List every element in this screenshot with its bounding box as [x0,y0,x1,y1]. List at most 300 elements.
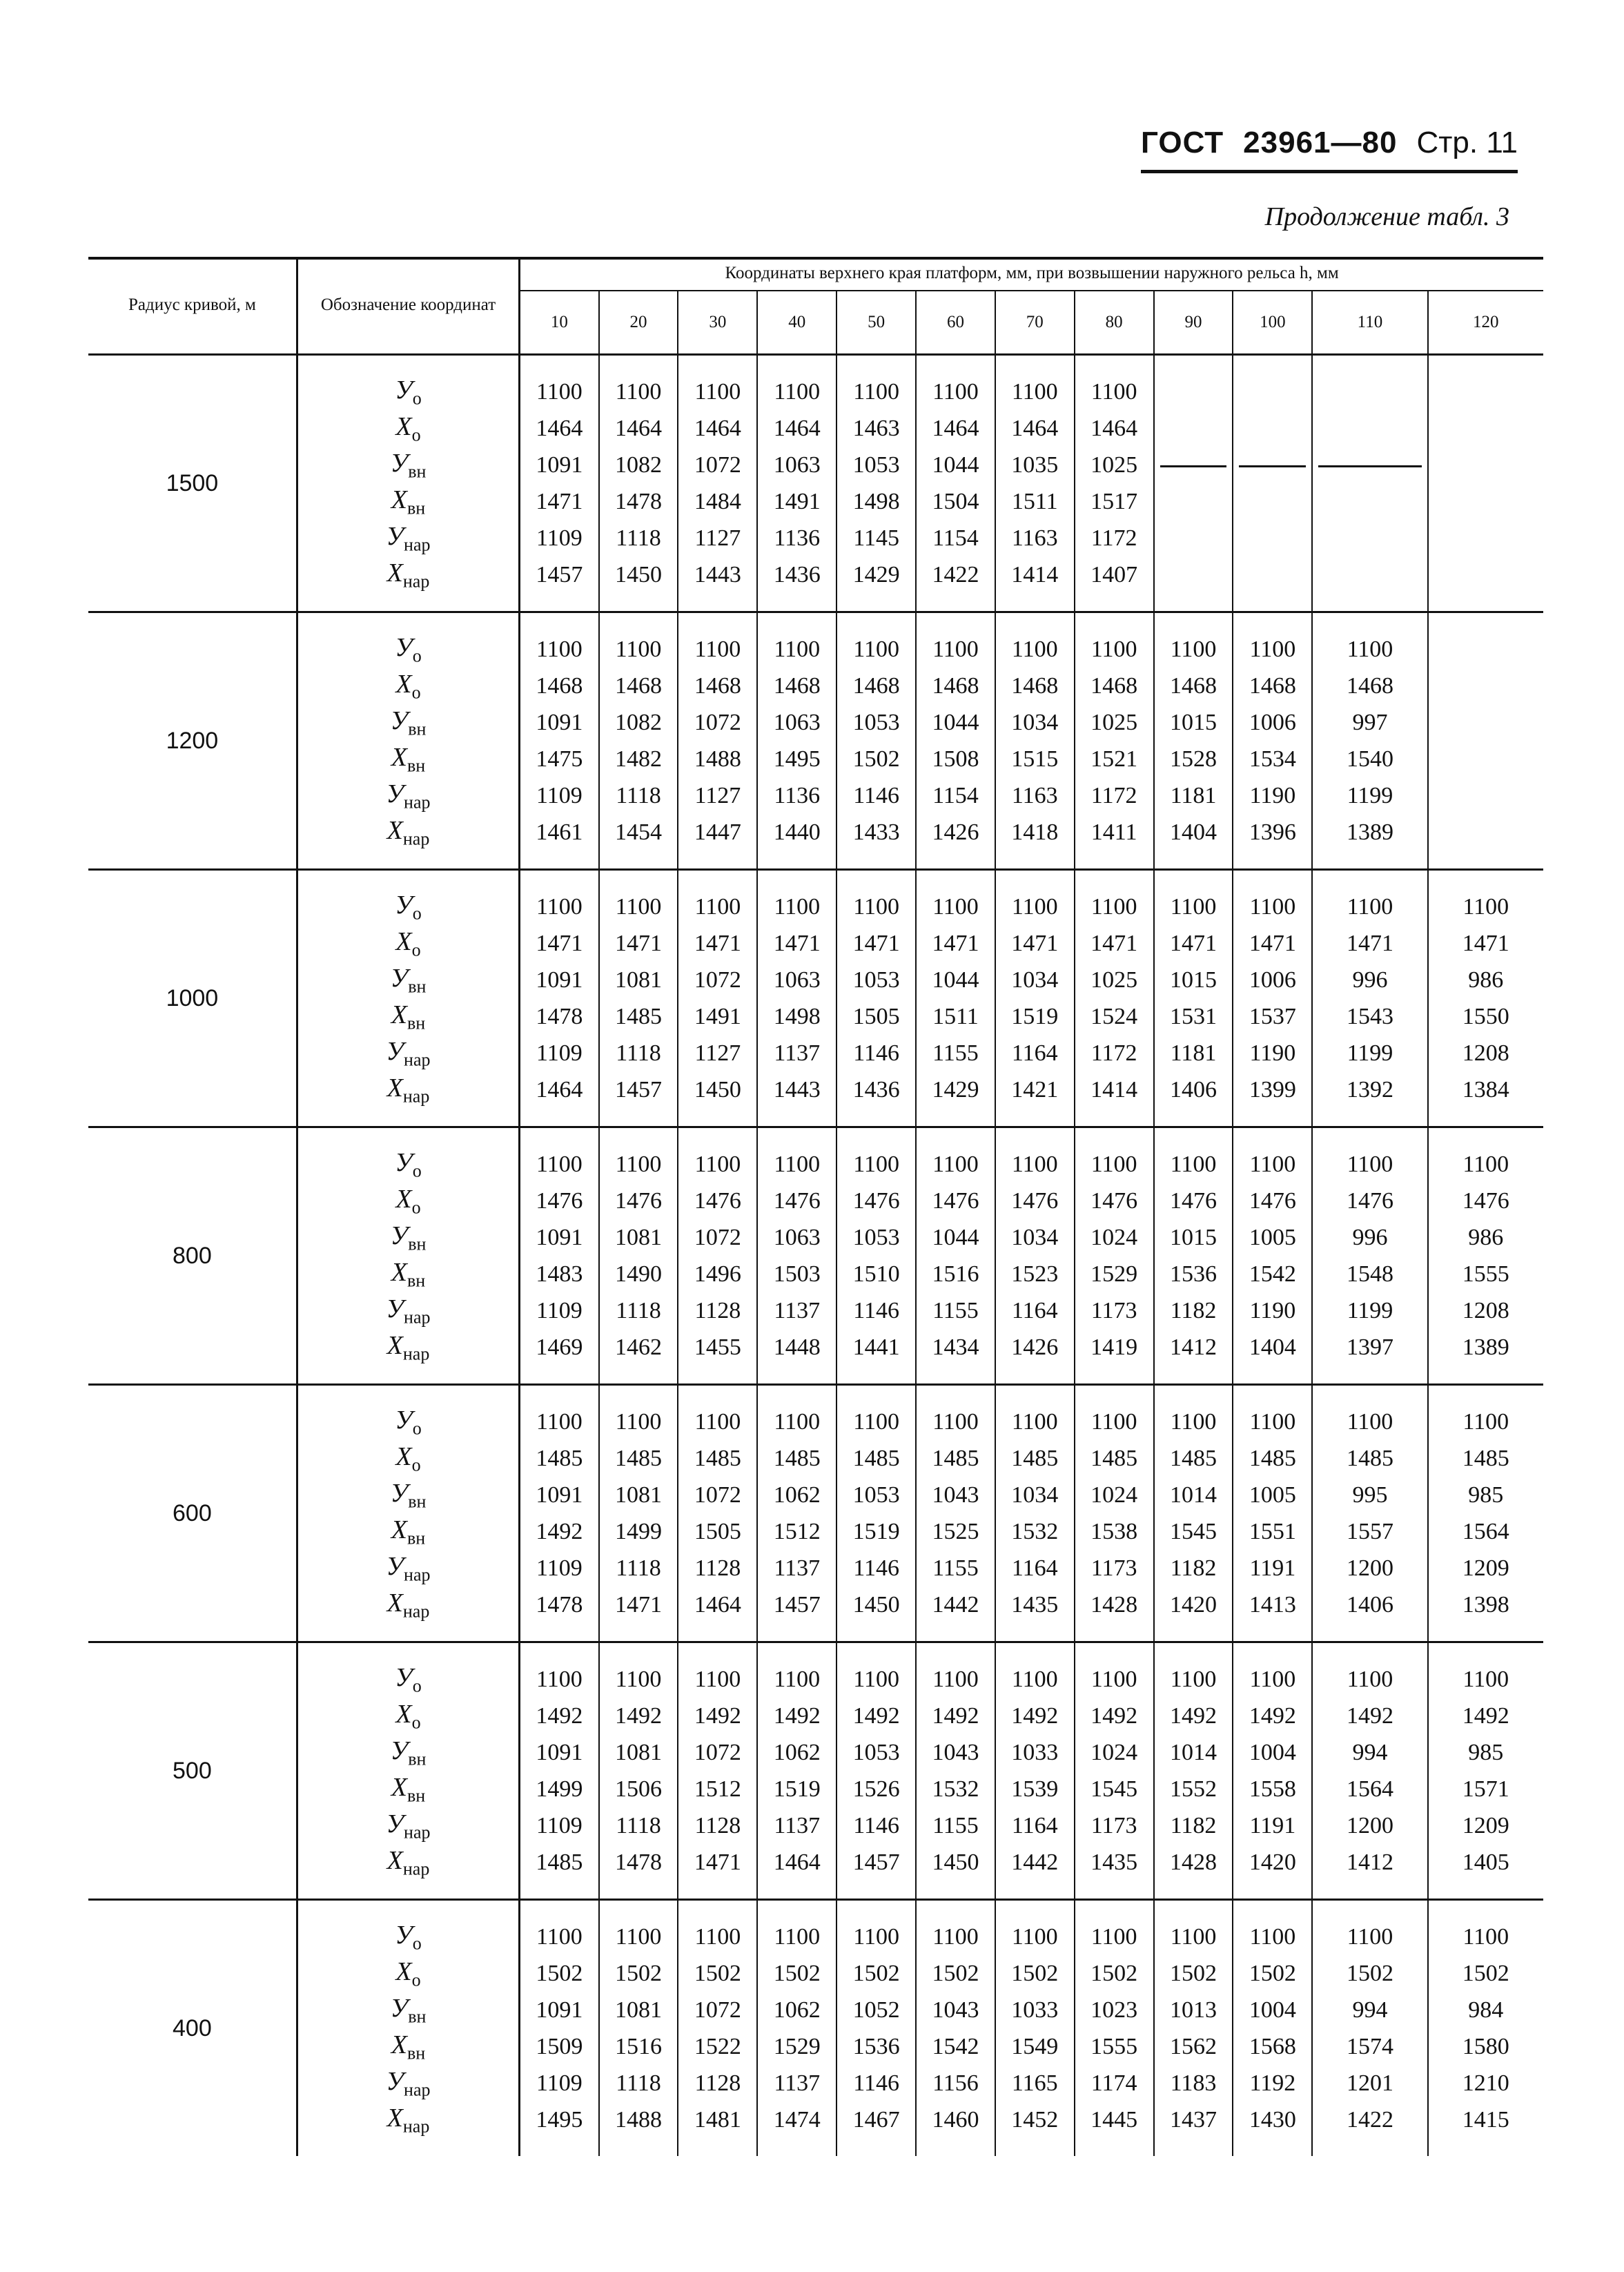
table-cell: 1471 [837,925,916,962]
table-cell: 1100 [599,1146,678,1183]
table-cell: 1457 [757,1586,837,1623]
table-cell: 1100 [678,1404,757,1440]
table-cell: 1462 [599,1329,678,1366]
table-cell: 1429 [916,1071,995,1108]
table-cell: 1109 [520,777,599,814]
table-cell: 1052 [837,1992,916,2028]
table-cell: 1128 [678,1292,757,1329]
h-value-header: 70 [995,291,1075,355]
table-cell: 1471 [757,925,837,962]
group-separator [88,355,1543,374]
table-cell: 1081 [599,1992,678,2028]
table-cell: 1146 [837,2065,916,2101]
table-cell: 1469 [520,1329,599,1366]
table-cell: 1044 [916,704,995,741]
table-cell: 1478 [520,1586,599,1623]
page-number: Стр. 11 [1416,126,1518,159]
table-cell: 1488 [678,741,757,777]
table-cell: 1006 [1233,962,1312,998]
table-cell: 1457 [599,1071,678,1108]
table-cell: 1464 [520,1071,599,1108]
table-cell: 1522 [678,2028,757,2065]
table-cell: 1509 [520,2028,599,2065]
table-cell: 1053 [837,962,916,998]
table-cell: 1495 [520,2101,599,2138]
coordinates-table [88,257,1543,2156]
table-cell: 1435 [995,1586,1075,1623]
table-cell: 1100 [599,889,678,925]
table-cell: 1100 [916,373,995,410]
table-cell: 1538 [1075,1513,1154,1550]
group-separator [88,1642,1543,1662]
table-cell: 1525 [916,1513,995,1550]
table-cell: 1450 [599,556,678,593]
table-cell: 1492 [995,1698,1075,1734]
table-cell: 1033 [995,1992,1075,2028]
table-cell: 1503 [757,1256,837,1292]
table-cell: 1155 [916,1550,995,1586]
table-cell: 1406 [1154,1071,1233,1108]
table-cell: 1136 [757,777,837,814]
h-value-header: 10 [520,291,599,355]
table-cell [1428,631,1543,668]
table-row [88,1513,1543,1550]
table-cell: 1155 [916,1807,995,1844]
table-cell: 1025 [1075,704,1154,741]
coordinate-symbol: $X_{нар}$ [297,1844,519,1881]
gost-label: ГОСТ [1141,126,1224,159]
table-cell: 996 [1312,962,1427,998]
coordinate-symbol: $У_{нар}$ [297,777,519,814]
table-cell: 1053 [837,1219,916,1256]
table-cell: 1485 [1075,1440,1154,1477]
table-cell: 1100 [520,1404,599,1440]
table-cell: 1118 [599,1807,678,1844]
table-cell: 1155 [916,1035,995,1071]
table-cell: 1478 [520,998,599,1035]
table-cell: 1523 [995,1256,1075,1292]
table-cell: 1100 [757,1919,837,1955]
table-cell: 1468 [1075,668,1154,704]
table-cell: 985 [1468,1739,1504,1765]
table-cell: 1173 [1075,1550,1154,1586]
table-cell: 1398 [1462,1591,1509,1618]
table-cell: 996 [1312,1219,1427,1256]
table-cell: 1182 [1154,1807,1233,1844]
coordinate-symbol: $У_о$ [297,1404,519,1440]
table-cell: 1397 [1312,1329,1427,1366]
table-row [88,373,1543,410]
table-cell: 1505 [837,998,916,1035]
table-cell: 1440 [757,814,837,851]
table-cell: 1551 [1233,1513,1312,1550]
coordinate-symbol: $X_о$ [297,1440,519,1477]
table-cell: 1100 [1154,889,1233,925]
table-body [88,355,1543,2157]
table-cell: 1468 [1312,668,1427,704]
table-cell: 1515 [995,741,1075,777]
coordinate-symbol: $У_о$ [297,1661,519,1698]
table-cell: 1485 [1462,1445,1509,1471]
table-cell: 1457 [520,556,599,593]
table-cell: 1100 [678,631,757,668]
table-cell: 1445 [1075,2101,1154,2138]
table-row [88,1146,1543,1183]
table-row [88,1586,1543,1623]
table-cell: 1100 [599,1404,678,1440]
table-cell: 1384 [1462,1076,1509,1103]
table-cell: 1004 [1233,1992,1312,2028]
table-cell: 1100 [1154,631,1233,668]
table-cell: 1091 [520,1734,599,1771]
table-cell: 1478 [599,483,678,520]
radius-value: 800 [88,1127,297,1385]
table-cell: 1190 [1233,1292,1312,1329]
table-cell: 1100 [757,1404,837,1440]
table-cell: 1529 [757,2028,837,2065]
table-cell: 1492 [837,1698,916,1734]
table-cell: 1396 [1233,814,1312,851]
table-cell: 1452 [995,2101,1075,2138]
table-cell: 1492 [1233,1698,1312,1734]
table-cell: 1468 [837,668,916,704]
coordinate-symbol: $X_{нар}$ [297,1586,519,1623]
table-cell: 1389 [1312,814,1427,851]
table-cell: 1471 [678,925,757,962]
group-bottom-pad [88,1366,1543,1385]
coordinate-symbol: $У_о$ [297,1919,519,1955]
table-cell: 1539 [995,1771,1075,1807]
table-cell: 1100 [1075,889,1154,925]
table-cell: 1545 [1075,1771,1154,1807]
table-cell: 1199 [1312,1292,1427,1329]
table-cell: 1498 [757,998,837,1035]
table-cell: 1044 [916,447,995,483]
table-cell: 1053 [837,1477,916,1513]
table-cell: 1100 [1312,1146,1427,1183]
table-cell: 1128 [678,1807,757,1844]
table-cell [1312,520,1427,556]
table-cell: 1549 [995,2028,1075,2065]
table-cell: 1428 [1154,1844,1233,1881]
table-cell: 1100 [1154,1404,1233,1440]
table-cell: 1491 [757,483,837,520]
table-cell: 1545 [1154,1513,1233,1550]
table-cell: 1192 [1233,2065,1312,2101]
table-cell: 1471 [1154,925,1233,962]
table-cell: 1502 [1075,1955,1154,1992]
table-cell: 1519 [837,1513,916,1550]
table-row [88,1955,1543,1992]
table-cell: 1536 [837,2028,916,2065]
table-cell: 1468 [599,668,678,704]
table-cell: 1100 [678,1661,757,1698]
table-row [88,631,1543,668]
table-cell: 1536 [1154,1256,1233,1292]
table-cell: 1136 [757,520,837,556]
table-cell: 1429 [837,556,916,593]
table-row [88,1329,1543,1366]
table-cell: 1137 [757,1292,837,1329]
table-cell: 1495 [757,741,837,777]
coordinate-symbol: $У_{вн}$ [297,1992,519,2028]
coordinate-symbol: $У_{вн}$ [297,962,519,998]
table-row [88,1661,1543,1698]
table-cell: 1072 [678,1477,757,1513]
h-value-header: 80 [1075,291,1154,355]
coordinate-symbol: $X_{вн}$ [297,1513,519,1550]
table-cell: 1164 [995,1035,1075,1071]
table-cell: 1441 [837,1329,916,1366]
table-cell: 1476 [837,1183,916,1219]
table-cell: 1434 [916,1329,995,1366]
coordinate-symbol: $X_{нар}$ [297,1329,519,1366]
table-cell: 1485 [916,1440,995,1477]
table-cell: 1502 [1233,1955,1312,1992]
coordinate-symbol: $У_{вн}$ [297,1219,519,1256]
table-cell: 1485 [837,1440,916,1477]
table-cell: 1100 [520,631,599,668]
table-cell: 1517 [1075,483,1154,520]
table-cell: 1529 [1075,1256,1154,1292]
table-cell: 1043 [916,1477,995,1513]
table-row [88,2065,1543,2101]
group-separator [88,1385,1543,1404]
table-cell [1154,410,1233,447]
table-cell: 1414 [1075,1071,1154,1108]
table-cell: 1199 [1312,1035,1427,1071]
table-cell: 1502 [599,1955,678,1992]
table-cell: 1109 [520,1550,599,1586]
table-cell: 1474 [757,2101,837,2138]
table-cell: 1502 [916,1955,995,1992]
table-cell: 1100 [995,1661,1075,1698]
coordinate-symbol: $У_{нар}$ [297,520,519,556]
table-row [88,1256,1543,1292]
table-cell [1428,410,1543,447]
table-cell: 1502 [1154,1955,1233,1992]
table-cell: 986 [1468,967,1504,993]
table-cell: 1015 [1154,1219,1233,1256]
table-cell: 1505 [678,1513,757,1550]
table-cell: 1063 [757,447,837,483]
table-cell: 1006 [1233,704,1312,741]
table-cell: 1471 [599,925,678,962]
table-cell: 1091 [520,962,599,998]
table-cell: 1100 [678,373,757,410]
table-cell: 1508 [916,741,995,777]
page-header [1141,126,1518,173]
table-row [88,1919,1543,1955]
table-cell: 1100 [1154,1661,1233,1698]
table-cell: 1485 [599,998,678,1035]
table-row [88,1992,1543,2028]
table-cell: 1100 [520,889,599,925]
table-cell: 1100 [995,1404,1075,1440]
radius-value: 1200 [88,612,297,870]
coordinate-symbol: $У_о$ [297,631,519,668]
table-cell: 1146 [837,1550,916,1586]
table-cell: 1492 [520,1698,599,1734]
table-cell: 1191 [1233,1550,1312,1586]
table-cell: 1460 [916,2101,995,2138]
table-cell: 1043 [916,1734,995,1771]
table-cell: 1492 [1312,1698,1427,1734]
table-cell: 1468 [995,668,1075,704]
table-cell [1233,447,1312,483]
table-cell: 1146 [837,777,916,814]
table-cell [1233,410,1312,447]
table-cell: 1457 [837,1844,916,1881]
table-cell: 1172 [1075,1035,1154,1071]
table-row [88,1477,1543,1513]
table-cell: 1100 [916,631,995,668]
table-row [88,704,1543,741]
table-cell: 1464 [520,410,599,447]
table-cell: 1081 [599,1477,678,1513]
table-cell: 1044 [916,962,995,998]
table-cell: 1464 [757,410,837,447]
table-cell: 1100 [1312,1404,1427,1440]
table-cell [1154,483,1233,520]
table-cell: 1137 [757,1035,837,1071]
table-cell: 1190 [1233,777,1312,814]
table-cell: 1100 [916,1146,995,1183]
coordinate-symbol: $X_{вн}$ [297,998,519,1035]
table-cell: 1502 [1312,1955,1427,1992]
table-cell [1154,520,1233,556]
table-cell: 986 [1468,1224,1504,1250]
table-cell: 1100 [1154,1146,1233,1183]
table-cell: 1502 [995,1955,1075,1992]
table-cell: 1118 [599,2065,678,2101]
table-cell: 1100 [1233,1661,1312,1698]
table-cell: 1182 [1154,1550,1233,1586]
table-cell: 1100 [1075,1661,1154,1698]
table-cell: 1471 [916,925,995,962]
table-cell [1428,373,1543,410]
table-cell: 1464 [1075,410,1154,447]
group-separator [88,612,1543,632]
table-cell: 1082 [599,447,678,483]
table-cell: 1512 [678,1771,757,1807]
table-cell: 1483 [520,1256,599,1292]
table-cell: 1448 [757,1329,837,1366]
table-cell: 1476 [678,1183,757,1219]
table-row [88,1035,1543,1071]
table-cell: 1034 [995,704,1075,741]
table-cell: 984 [1468,1997,1504,2023]
table-cell: 1043 [916,1992,995,2028]
table-cell: 1072 [678,1992,757,2028]
table-cell: 1476 [1462,1187,1509,1214]
table-cell: 994 [1312,1992,1427,2028]
table-cell: 1512 [757,1513,837,1550]
table-cell: 1127 [678,777,757,814]
coordinate-symbol: $У_{нар}$ [297,1292,519,1329]
h-value-header: 120 [1428,291,1543,355]
table-cell: 1485 [678,1440,757,1477]
table-cell: 1100 [1233,631,1312,668]
table-cell: 1118 [599,1035,678,1071]
table-cell: 1100 [1462,1923,1509,1950]
table-cell: 1471 [1233,925,1312,962]
table-cell [1312,447,1427,483]
table-cell: 1062 [757,1734,837,1771]
coordinate-symbol: $X_о$ [297,1955,519,1992]
table-cell: 1524 [1075,998,1154,1035]
table-cell: 1091 [520,1992,599,2028]
table-cell: 1580 [1462,2033,1509,2059]
table-cell: 1534 [1233,741,1312,777]
table-cell: 1024 [1075,1477,1154,1513]
table-cell: 1492 [916,1698,995,1734]
table-row [88,668,1543,704]
table-cell: 1519 [757,1771,837,1807]
table-row [88,1440,1543,1477]
table-cell: 1072 [678,1219,757,1256]
table-row [88,889,1543,925]
table-cell: 1164 [995,1807,1075,1844]
table-cell: 1471 [1462,930,1509,956]
table-cell: 1100 [916,1661,995,1698]
table-cell: 1468 [916,668,995,704]
table-cell: 1485 [520,1440,599,1477]
table-cell: 1499 [520,1771,599,1807]
table-cell: 1165 [995,2065,1075,2101]
table-cell: 1399 [1233,1071,1312,1108]
table-cell: 1564 [1462,1518,1509,1544]
standard-number: 23961—80 [1243,126,1398,159]
coordinate-symbol: $У_{вн}$ [297,704,519,741]
table-cell: 1181 [1154,777,1233,814]
table-cell [1312,373,1427,410]
table-cell [1312,483,1427,520]
table-cell: 1519 [995,998,1075,1035]
table-cell: 1502 [837,1955,916,1992]
coordinate-symbol: $X_о$ [297,925,519,962]
table-cell: 1468 [1233,668,1312,704]
table-cell: 1033 [995,1734,1075,1771]
table-cell: 1442 [995,1844,1075,1881]
table-cell: 1100 [520,1919,599,1955]
coord-column-header: Обозначение координат [297,258,519,355]
table-row [88,814,1543,851]
table-cell: 1053 [837,704,916,741]
table-cell: 1062 [757,1992,837,2028]
table-cell: 1435 [1075,1844,1154,1881]
table-cell: 1510 [837,1256,916,1292]
table-cell: 1476 [1154,1183,1233,1219]
table-cell: 1034 [995,962,1075,998]
table-cell [1312,556,1427,593]
table-cell: 1100 [837,1919,916,1955]
coordinate-symbol: $У_{нар}$ [297,1035,519,1071]
table-row [88,1734,1543,1771]
table-row [88,556,1543,593]
table-cell: 1558 [1233,1771,1312,1807]
table-cell: 1568 [1233,2028,1312,2065]
table-cell: 1421 [995,1071,1075,1108]
coordinate-symbol: $У_{вн}$ [297,1477,519,1513]
table-cell: 1406 [1312,1586,1427,1623]
table-cell: 1100 [599,631,678,668]
table-cell: 1005 [1233,1477,1312,1513]
table-cell: 1100 [599,373,678,410]
table-cell: 994 [1312,1734,1427,1771]
table-cell: 1072 [678,704,757,741]
table-cell: 1024 [1075,1219,1154,1256]
